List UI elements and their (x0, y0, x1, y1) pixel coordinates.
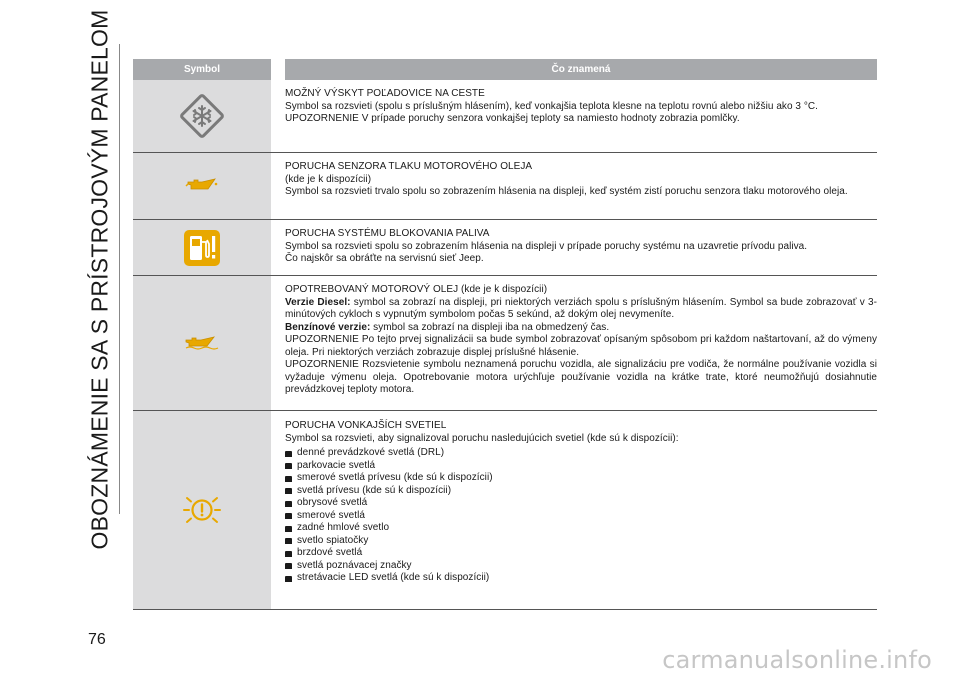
bullet-icon (285, 488, 292, 494)
chapter-divider (119, 44, 120, 514)
list-item (285, 572, 877, 585)
list-item (285, 522, 877, 535)
bullet-icon (285, 476, 292, 482)
table-row (133, 411, 877, 610)
row-subtitle: (kde je k dispozícii) (285, 173, 372, 185)
petrol-text: symbol sa zobrazí na displeji iba na obmedzený čas. (373, 321, 610, 333)
list-item-text: smerové svetlá (297, 509, 365, 521)
bullet-icon (285, 563, 292, 569)
table-row (133, 276, 877, 411)
symbol-cell (133, 80, 271, 152)
row-text: Čo najskôr sa obráťte na servisnú sieť Jeep. (285, 253, 484, 264)
list-item (285, 535, 877, 548)
table-header (133, 59, 877, 80)
header-symbol: Symbol (133, 59, 271, 80)
bullet-icon (285, 551, 292, 557)
row-text: Symbol sa rozsvieti spolu so zobrazením hlásenia na displeji v prípade poruchy systému na uzavretie prívodu paliva. (285, 240, 808, 252)
row-text: Symbol sa rozsvieti (spolu s príslušným hlásením), keď vonkajšia teplota klesne na teplotu rovnú alebo nižšiu ako 3 °C. (285, 100, 819, 112)
watermark: carmanualsonline.info (662, 646, 932, 674)
list-item-text: brzdové svetlá (297, 547, 363, 558)
chapter-title (84, 9, 116, 549)
diesel-label: Verzie Diesel: (285, 296, 351, 308)
symbol-table (133, 59, 877, 610)
list-item-text: svetlo spiatočky (297, 534, 369, 546)
row-text: Symbol sa rozsvieti trvalo spolu so zobrazením hlásenia na displeji, keď systém zistí poruchu senzora tlaku motorového oleja. (285, 186, 848, 197)
header-meaning: Čo znamená (285, 59, 877, 80)
table-row (133, 80, 877, 153)
row-note: UPOZORNENIE Po tejto prvej signalizácii sa bude symbol zobrazovať opísaným spôsobom pri každom naštartovaní, až do výmeny oleja. Pri niektorých verziách zobrazuje displej príslušné hlásenie. (285, 334, 877, 358)
list-item (285, 547, 877, 560)
bullet-icon (285, 451, 292, 457)
meaning-cell (285, 80, 877, 152)
list-item-text: denné prevádzkové svetlá (DRL) (297, 447, 445, 458)
row-note: UPOZORNENIE V prípade poruchy senzora vonkajšej teploty sa namiesto hodnoty zobrazia pomlčky. (285, 113, 740, 124)
list-item (285, 447, 877, 460)
meaning-cell (285, 276, 877, 410)
row-text: Symbol sa rozsvieti, aby signalizoval poruchu nasledujúcich svetiel (kde sú k dispozícii): (285, 432, 679, 444)
symbol-cell (133, 411, 271, 609)
row-title: PORUCHA SENZORA TLAKU MOTOROVÉHO OLEJA (285, 161, 533, 172)
row-title: MOŽNÝ VÝSKYT POĽADOVICE NA CESTE (285, 88, 485, 99)
row-note: UPOZORNENIE Rozsvietenie symbolu neznamená poruchu vozidla, ale signalizáciu pre vodiča, že normálne používanie vozidla si vyžaduje výmenu oleja. Opotrebovanie motora urýchľuje používanie vozidla na krátke trate, ktoré neumožňujú dosiahnutie prevádzkovej teploty motora. (285, 359, 877, 395)
table-row (133, 220, 877, 276)
oil-can-icon (185, 177, 219, 195)
symbol-cell (133, 220, 271, 275)
page-number: 76 (88, 631, 106, 648)
row-title: PORUCHA SYSTÉMU BLOKOVANIA PALIVA (285, 228, 490, 239)
list-item (285, 460, 877, 473)
bullet-icon (285, 463, 292, 469)
row-title: PORUCHA VONKAJŠÍCH SVETIEL (285, 420, 447, 431)
bullet-icon (285, 576, 292, 582)
meaning-cell (285, 153, 877, 219)
list-item-text: smerové svetlá prívesu (kde sú k dispozícii) (297, 472, 493, 483)
oil-level-icon (184, 336, 220, 350)
list-item (285, 497, 877, 510)
row-title: OPOTREBOVANÝ MOTOROVÝ OLEJ (kde je k dispozícii) (285, 284, 548, 295)
petrol-paragraph (285, 322, 877, 335)
fuel-pump-warning-icon (183, 229, 221, 267)
list-item-text: stretávacie LED svetlá (kde sú k dispozícii) (297, 572, 490, 583)
bullet-icon (285, 513, 292, 519)
chapter-title-text: OBOZNÁMENIE SA S PRÍSTROJOVÝM PANELOM (86, 9, 113, 549)
light-list (285, 447, 877, 585)
list-item (285, 510, 877, 523)
meaning-cell (285, 411, 877, 609)
list-item-text: parkovacie svetlá (297, 459, 376, 471)
bullet-icon (285, 538, 292, 544)
symbol-cell (133, 276, 271, 410)
bullet-icon (285, 526, 292, 532)
table-row (133, 153, 877, 220)
list-item (285, 485, 877, 498)
exterior-light-fault-icon (182, 493, 222, 527)
snowflake-warning-icon (177, 93, 227, 139)
diesel-paragraph (285, 297, 877, 322)
list-item-text: zadné hmlové svetlo (297, 522, 390, 533)
list-item-text: svetlá prívesu (kde sú k dispozícii) (297, 484, 452, 496)
list-item-text: obrysové svetlá (297, 497, 368, 508)
meaning-cell (285, 220, 877, 275)
diesel-text: symbol sa zobrazí na displeji, pri niektorých verziách spolu s príslušným hlásením. Symbol sa bude zobrazovať v 3-minútových cykloch s vypnutým symbolom počas 5 sekúnd, až dokým olej nevymeníte. (285, 296, 877, 320)
list-item (285, 472, 877, 485)
bullet-icon (285, 501, 292, 507)
list-item (285, 560, 877, 573)
petrol-label: Benzínové verzie: (285, 321, 371, 333)
list-item-text: svetlá poznávacej značky (297, 559, 412, 571)
symbol-cell (133, 153, 271, 219)
